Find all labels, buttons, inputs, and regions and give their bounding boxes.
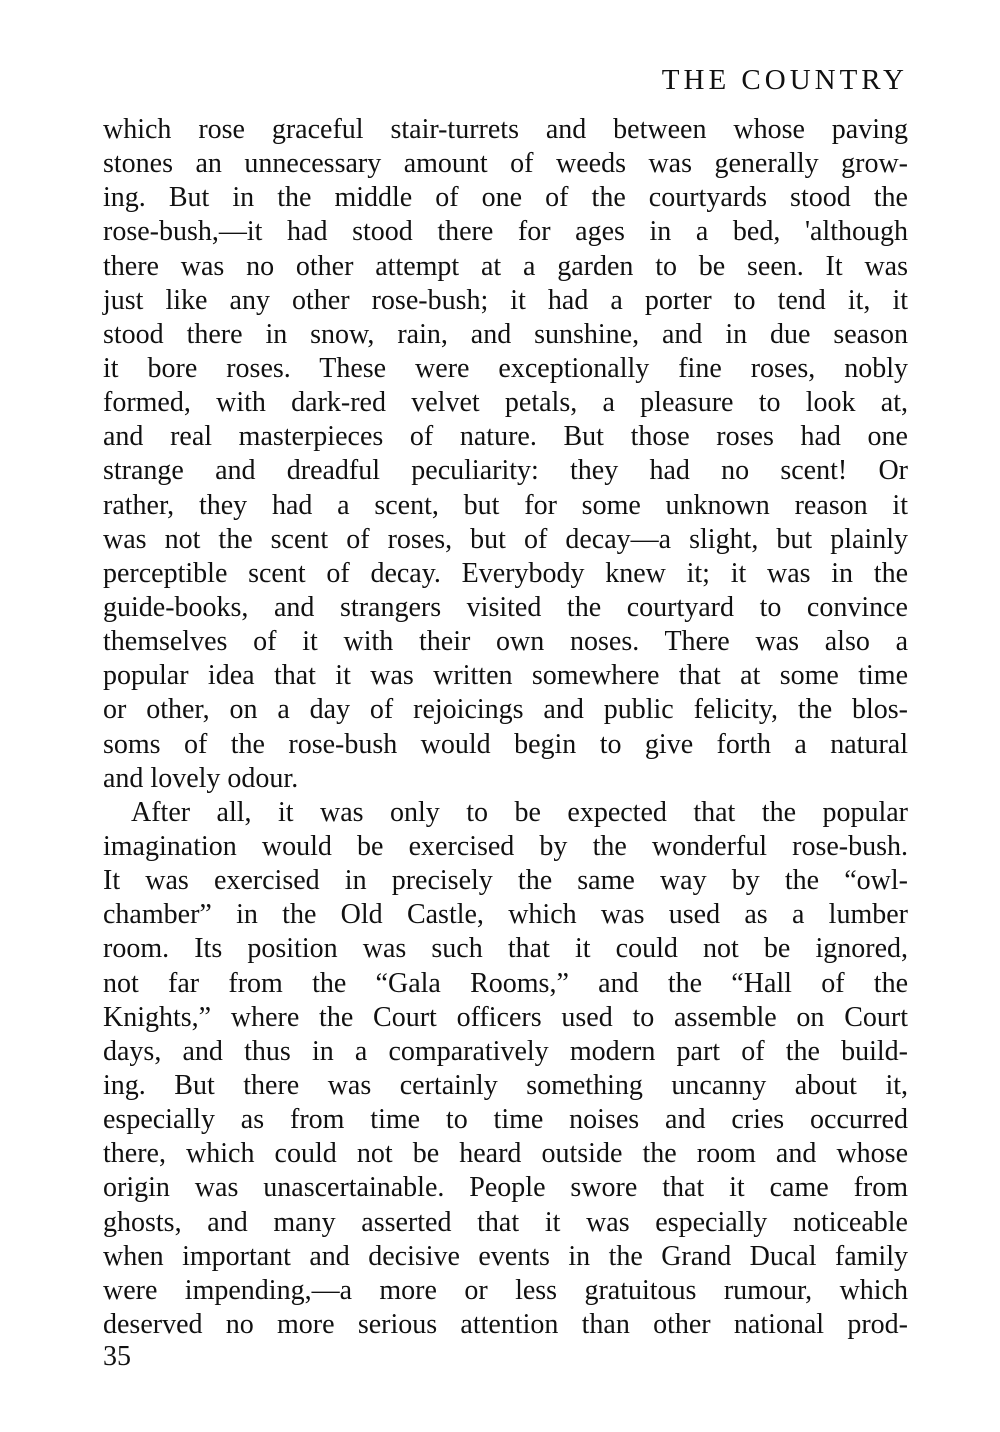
text-line: or other, on a day of rejoicings and public felicity, the blos- xyxy=(103,694,908,726)
text-line: days, and thus in a comparatively modern part of the build- xyxy=(103,1035,908,1067)
text-line: stood there in snow, rain, and sunshine, and in due season xyxy=(103,318,908,350)
page-number: 35 xyxy=(103,1341,131,1372)
paragraph xyxy=(103,113,908,796)
text-line: especially as from time to time noises and cries occurred xyxy=(103,1104,908,1136)
text-line: soms of the rose-bush would begin to give forth a natural xyxy=(103,728,908,760)
text-line: and real masterpieces of nature. But those roses had one xyxy=(103,421,908,453)
text-line: it bore roses. These were exceptionally fine roses, nobly xyxy=(103,352,908,384)
body-text xyxy=(103,113,908,1342)
text-line: ghosts, and many asserted that it was especially noticeable xyxy=(103,1206,908,1238)
text-line: rather, they had a scent, but for some unknown reason it xyxy=(103,489,908,521)
text-line: there was no other attempt at a garden to be seen. It was xyxy=(103,250,908,282)
text-line: which rose graceful stair-turrets and between whose paving xyxy=(103,114,908,145)
text-line: just like any other rose-bush; it had a porter to tend it, it xyxy=(103,284,908,316)
text-line: rose-bush,—it had stood there for ages in a bed, 'although xyxy=(103,216,908,248)
text-line: strange and dreadful peculiarity: they had no scent! Or xyxy=(103,455,908,487)
text-line: ing. But in the middle of one of the courtyards stood the xyxy=(103,182,908,214)
text-line: It was exercised in precisely the same way by the “owl- xyxy=(103,865,908,897)
text-line: ing. But there was certainly something uncanny about it, xyxy=(103,1069,908,1101)
paragraph xyxy=(103,796,908,1342)
text-line: popular idea that it was written somewhere that at some time xyxy=(103,660,908,692)
text-line: when important and decisive events in the Grand Ducal family xyxy=(103,1240,908,1272)
text-line: was not the scent of roses, but of decay—a slight, but plainly xyxy=(103,523,908,555)
text-line: stones an unnecessary amount of weeds was generally grow- xyxy=(103,148,908,180)
running-header: THE COUNTRY xyxy=(661,64,908,96)
text-line: deserved no more serious attention than other national prod- xyxy=(103,1308,908,1340)
text-line: not far from the “Gala Rooms,” and the “Hall of the xyxy=(103,967,908,999)
text-line: guide-books, and strangers visited the courtyard to convince xyxy=(103,591,908,623)
text-line: After all, it was only to be expected that the popular xyxy=(131,796,908,828)
text-line: and lovely odour. xyxy=(103,762,299,794)
text-line: there, which could not be heard outside the room and whose xyxy=(103,1138,908,1170)
text-line: perceptible scent of decay. Everybody knew it; it was in the xyxy=(103,557,908,589)
text-line: Knights,” where the Court officers used to assemble on Court xyxy=(103,1001,908,1033)
text-line: chamber” in the Old Castle, which was used as a lumber xyxy=(103,899,908,931)
text-line: formed, with dark-red velvet petals, a pleasure to look at, xyxy=(103,387,908,419)
text-line: room. Its position was such that it could not be ignored, xyxy=(103,933,908,965)
text-line: origin was unascertainable. People swore that it came from xyxy=(103,1172,908,1204)
text-line: were impending,—a more or less gratuitous rumour, which xyxy=(103,1274,908,1306)
text-line: imagination would be exercised by the wonderful rose-bush. xyxy=(103,830,908,862)
text-line: themselves of it with their own noses. There was also a xyxy=(103,626,908,658)
